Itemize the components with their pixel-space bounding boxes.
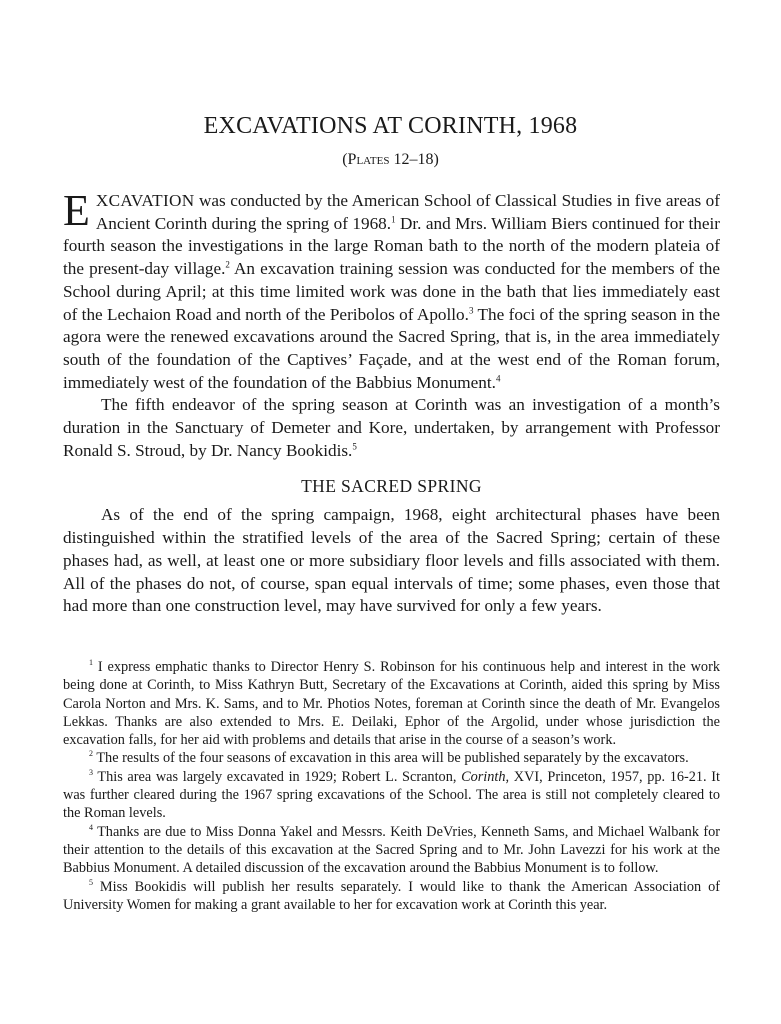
second-paragraph-text: The fifth endeavor of the spring season at Corinth was an investigation of a month’s duration in the Sanctuary of Demeter and Kore, undertaken, by arrangement with Professor Ronald S. Stroud, by Dr. Nancy Bookidis. — [63, 395, 720, 460]
footnote-3-italic: Corinth, — [461, 768, 510, 785]
footnote-ref-4[interactable]: 4 — [495, 372, 501, 383]
footnote-5 — [63, 878, 720, 915]
footnote-3 — [63, 768, 720, 823]
main-text — [63, 186, 720, 618]
footnote-3-text-b: XVI, Princeton, 1957, pp. 16-21. It was further cleared during the 1967 spring excavations of the School. The area is still not completely cleared to the Roman levels. — [63, 768, 721, 822]
section-paragraph: As of the end of the spring campaign, 1968, eight architectural phases have been distinguished within the stratified levels of the area of the Sacred Spring; certain of these phases had, as well, at least one or more subsidiary floor levels and fills associated with them. All of the phases do not, of course, span equal intervals of time; some phases, even those that had more than one construction level, may have survived for only a few years. — [63, 505, 720, 616]
footnote-2-text: The results of the four seasons of excavation in this area will be published separately by the excavators. — [93, 750, 689, 767]
plates-reference — [0, 150, 781, 170]
section-heading: THE SACRED SPRING — [301, 476, 482, 497]
plates-label: Plates 12–18 — [347, 151, 434, 168]
plates-open-paren: ( — [342, 151, 348, 168]
footnote-mark-5: 5 — [89, 877, 93, 887]
intro-paragraph — [63, 186, 720, 394]
footnote-3-text-a: This area was largely excavated in 1929; Robert L. Scranton, — [93, 768, 462, 785]
footnote-mark-1: 1 — [89, 658, 93, 668]
drop-cap: E — [63, 186, 90, 235]
article-title: EXCAVATIONS AT CORINTH, 1968 — [203, 113, 578, 139]
footnote-ref-1[interactable]: 1 — [391, 213, 396, 224]
footnote-4-text: Thanks are due to Miss Donna Yakel and Messrs. Keith DeVries, Kenneth Sams, and Michael Walbank for their attention to the details of this excavation at the Sacred Spring and to Mr. John Lavezzi for his work at the Babbius Monument. A detailed discussion of the excavation around the Babbius Monument is to follow. — [63, 823, 720, 877]
footnote-ref-3[interactable]: 3 — [468, 304, 474, 315]
first-word: XCAVATION — [95, 191, 195, 210]
intro-text-d: The foci of the spring season in the agora were the renewed excavations around the Sacred Spring, that is, in the area immediately south of the foundation of the Captives’ Façade, and at the west end of the Roman forum, immediately west of the foundation of the Babbius Monument. — [63, 304, 720, 392]
intro-text-a: was conducted by the American School of Classical Studies in five areas of Ancient Corinth during the spring of 1968. — [95, 191, 720, 233]
footnote-mark-4: 4 — [89, 822, 93, 832]
intro-text-b: Dr. and Mrs. William Biers continued for their fourth season the investigations in the large Roman bath to the north of the modern plateia of the present-day village. — [63, 213, 720, 279]
footnote-4 — [63, 823, 720, 878]
footnote-mark-2: 2 — [89, 749, 93, 759]
footnote-ref-2[interactable]: 2 — [225, 259, 230, 270]
footnote-2 — [63, 749, 720, 767]
footnote-5-text: Miss Bookidis will publish her results separately. I would like to thank the American Association of University Women for making a grant available to her for excavation work at Corinth this year. — [63, 878, 720, 913]
second-paragraph — [63, 394, 720, 462]
plates-close-paren: ) — [433, 151, 439, 168]
footnotes — [63, 658, 720, 914]
footnote-ref-5[interactable]: 5 — [352, 441, 357, 451]
footnote-mark-3: 3 — [89, 768, 93, 778]
footnote-1 — [63, 658, 720, 749]
intro-text-c: An excavation training session was conducted for the members of the School during April; at this time limited work was done in the bath that lies immediately east of the Lechaion Road and north of the Peribolos of Apollo. — [63, 259, 720, 324]
footnote-1-text: I express emphatic thanks to Director Henry S. Robinson for his continuous help and interest in the work being done at Corinth, to Miss Kathryn Butt, Secretary of the Excavations at Corinth, aided this spring by Miss Carola Norton and Mrs. K. Sams, and to Mr. Photios Notes, foreman at Corinth since the death of Mr. Evangelos Lekkas. Thanks are also extended to Mrs. E. Deilaki, Ephor of the Argolid, under whose jurisdiction the excavation falls, for her aid with problems and details that arise in the course of a season’s work. — [63, 659, 720, 749]
